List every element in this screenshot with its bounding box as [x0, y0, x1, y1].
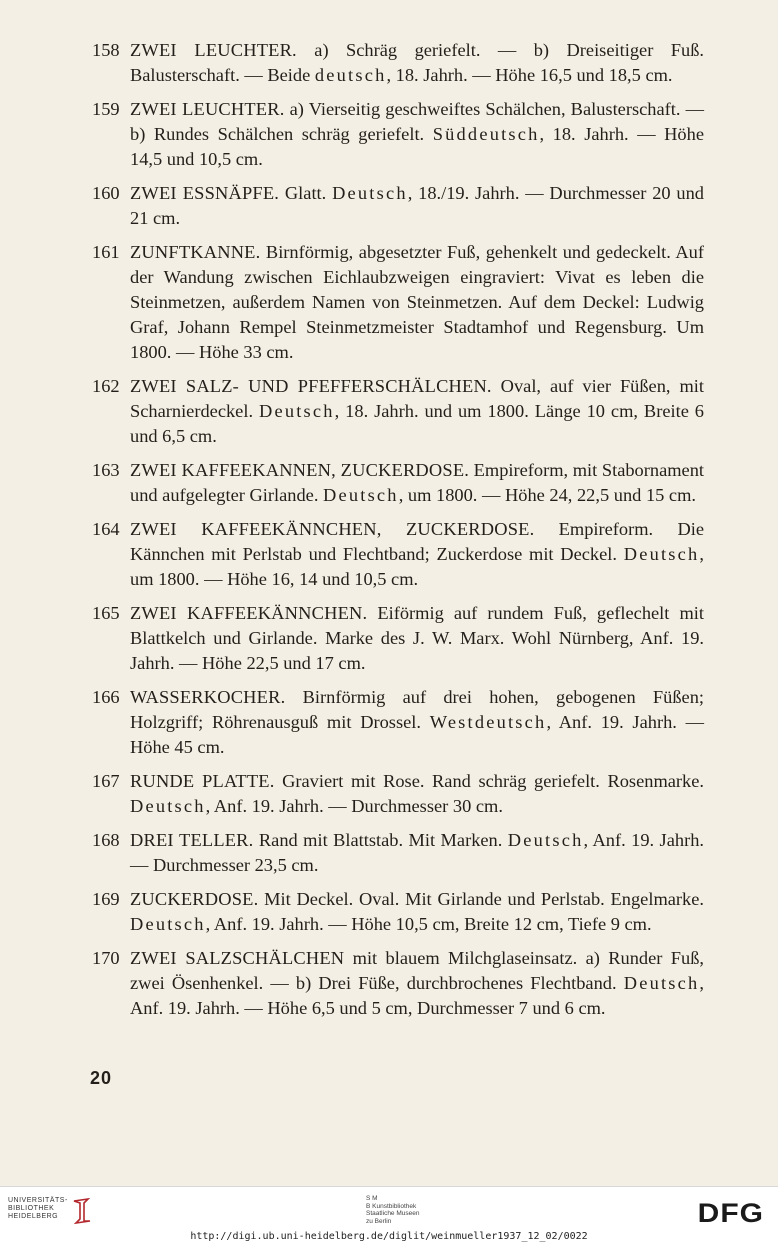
entry-number: 158	[92, 40, 120, 60]
entry-description: , um 1800. — Höhe 16, 14 und 10,5 cm.	[130, 544, 704, 589]
entry-description: , Anf. 19. Jahrh. — Durchmesser 23,5 cm.	[130, 830, 704, 875]
entry-description: , 18./19. Jahrh. — Durchmesser 20 und 21 cm.	[130, 183, 704, 228]
catalog-entry	[92, 887, 704, 937]
logo-line: UNIVERSITÄTS-	[8, 1197, 68, 1204]
entry-title: RUNDE PLATTE.	[130, 771, 275, 791]
entry-description: Birnförmig auf drei hohen, gebogenen Füßen; Holzgriff; Röhrenausguß mit Drossel.	[130, 687, 704, 732]
entry-origin: Westdeutsch	[429, 712, 547, 732]
entry-description: a) Vierseitig geschweiftes Schälchen, Balusterschaft. — b) Rundes Schälchen schräg geriefelt.	[130, 99, 704, 144]
entry-description: mit blauem Milchglaseinsatz. a) Runder Fuß, zwei Ösenhenkel. — b) Drei Füße, durchbrochenes Flechtband.	[130, 948, 705, 993]
catalog-entry	[92, 97, 704, 172]
entry-title: ZUNFTKANNE.	[130, 242, 261, 262]
catalog-entry	[92, 458, 704, 508]
entry-number: 162	[92, 376, 120, 396]
entry-number: 169	[92, 889, 120, 909]
logo-line: BIBLIOTHEK	[8, 1205, 55, 1212]
entry-origin: Deutsch	[332, 183, 408, 203]
entry-title: WASSERKOCHER.	[130, 687, 286, 707]
entry-origin: Deutsch	[130, 796, 206, 816]
entry-number: 161	[92, 242, 120, 262]
digitization-footer	[0, 1186, 778, 1245]
entry-origin: Süddeutsch	[432, 124, 540, 144]
entry-title: ZWEI KAFFEEKÄNNCHEN, ZUCKERDOSE.	[130, 519, 535, 539]
catalog-entry	[92, 828, 704, 878]
catalog-entry	[92, 240, 704, 365]
university-mark-icon	[70, 1197, 94, 1225]
page-number: 20	[90, 1068, 113, 1088]
label-line: S M	[366, 1195, 378, 1202]
entry-description: , 18. Jahrh. und um 1800. Länge 10 cm, Breite 6 und 6,5 cm.	[130, 401, 704, 446]
entry-description: , Anf. 19. Jahrh. — Durchmesser 30 cm.	[205, 796, 503, 816]
catalog-entry	[92, 946, 704, 1021]
university-library-logo[interactable]	[8, 1197, 68, 1221]
entry-title: DREI TELLER.	[130, 830, 254, 850]
entry-title: ZWEI LEUCHTER.	[130, 99, 285, 119]
catalog-entry	[92, 517, 704, 592]
entry-description: Rand mit Blattstab. Mit Marken.	[253, 830, 508, 850]
entry-description: Birnförmig, abgesetzter Fuß, gehenkelt und gedeckelt. Auf der Wandung zwischen Eichlaubzweigen eingraviert: Vivat es leben die Steinmetzen, außerdem Namen von Steinmetzen. Auf dem Deckel: Ludwig Graf, Johann Rempel Steinmetzmeister Stadtamhof und Regensburg. Um 1800. — Höhe 33 cm.	[130, 242, 704, 362]
entry-number: 163	[92, 460, 120, 480]
catalog-entry	[92, 601, 704, 676]
entry-description: , um 1800. — Höhe 24, 22,5 und 15 cm.	[398, 485, 696, 505]
entry-number: 159	[92, 99, 120, 119]
entry-description: Mit Deckel. Oval. Mit Girlande und Perlstab. Engelmarke.	[258, 889, 704, 909]
entry-origin: Deutsch	[258, 401, 335, 421]
entry-title: ZWEI LEUCHTER.	[130, 40, 297, 60]
entry-number: 168	[92, 830, 120, 850]
entry-description: a) Schräg geriefelt. — b) Dreiseitiger Fuß. Balusterschaft. — Beide	[130, 40, 704, 85]
catalog-entry	[92, 374, 704, 449]
logo-line: HEIDELBERG	[8, 1213, 59, 1220]
entry-number: 170	[92, 948, 120, 968]
entry-description: , 18. Jahrh. — Höhe 16,5 und 18,5 cm.	[386, 65, 673, 85]
entry-title: ZWEI KAFFEEKANNEN, ZUCKERDOSE.	[130, 460, 470, 480]
entry-number: 167	[92, 771, 120, 791]
catalog-entry	[92, 685, 704, 760]
label-line: Staatliche Museen	[366, 1210, 420, 1217]
entry-description: Graviert mit Rose. Rand schräg geriefelt. Rosenmarke.	[274, 771, 704, 791]
entry-number: 166	[92, 687, 120, 707]
entry-description: Glatt.	[279, 183, 333, 203]
entry-origin: Deutsch	[623, 544, 700, 564]
entry-number: 165	[92, 603, 120, 623]
entry-title: ZWEI SALZSCHÄLCHEN	[130, 948, 345, 968]
entry-origin: Deutsch	[507, 830, 584, 850]
entry-description: , Anf. 19. Jahrh. — Höhe 6,5 und 5 cm, Durchmesser 7 und 6 cm.	[130, 973, 704, 1018]
entry-description: , 18. Jahrh. — Höhe 14,5 und 10,5 cm.	[130, 124, 704, 169]
entry-title: ZWEI ESSNÄPFE.	[130, 183, 280, 203]
entry-description: Oval, auf vier Füßen, mit Scharnierdeckel.	[130, 376, 704, 421]
entry-origin: Deutsch	[130, 914, 206, 934]
entry-title: ZUCKERDOSE.	[130, 889, 259, 909]
entry-number: 160	[92, 183, 120, 203]
entry-description: Empireform. Die Kännchen mit Perlstab und Flechtband; Zuckerdose mit Deckel.	[130, 519, 704, 564]
entry-title: ZWEI SALZ- UND PFEFFERSCHÄLCHEN.	[130, 376, 492, 396]
entry-description: Eiförmig auf rundem Fuß, geflechelt mit Blattkelch und Girlande. Marke des J. W. Marx. Wohl Nürnberg, Anf. 19. Jahrh. — Höhe 22,5 und 17 cm.	[130, 603, 704, 673]
label-line: zu Berlin	[366, 1217, 392, 1225]
catalog-entry	[92, 38, 704, 88]
entry-origin: Deutsch	[323, 485, 399, 505]
entry-description: , Anf. 19. Jahrh. — Höhe 45 cm.	[130, 712, 704, 757]
entry-description: , Anf. 19. Jahrh. — Höhe 10,5 cm, Breite 12 cm, Tiefe 9 cm.	[205, 914, 652, 934]
kunstbibliothek-label	[366, 1195, 419, 1225]
dfg-logo[interactable]: DFG	[697, 1198, 764, 1229]
entry-title: ZWEI KAFFEEKÄNNCHEN.	[130, 603, 368, 623]
entry-origin: deutsch	[314, 65, 387, 85]
label-line: B Kunstbibliothek	[366, 1202, 417, 1210]
entry-number: 164	[92, 519, 120, 539]
catalog-entries	[92, 38, 704, 1030]
catalog-entry	[92, 181, 704, 231]
entry-origin: Deutsch	[623, 973, 700, 993]
permalink-url[interactable]: http://digi.ub.uni-heidelberg.de/diglit/weinmueller1937_12_02/0022	[190, 1231, 588, 1242]
catalog-entry	[92, 769, 704, 819]
entry-description: Empireform, mit Stabornament und aufgelegter Girlande.	[130, 460, 705, 505]
